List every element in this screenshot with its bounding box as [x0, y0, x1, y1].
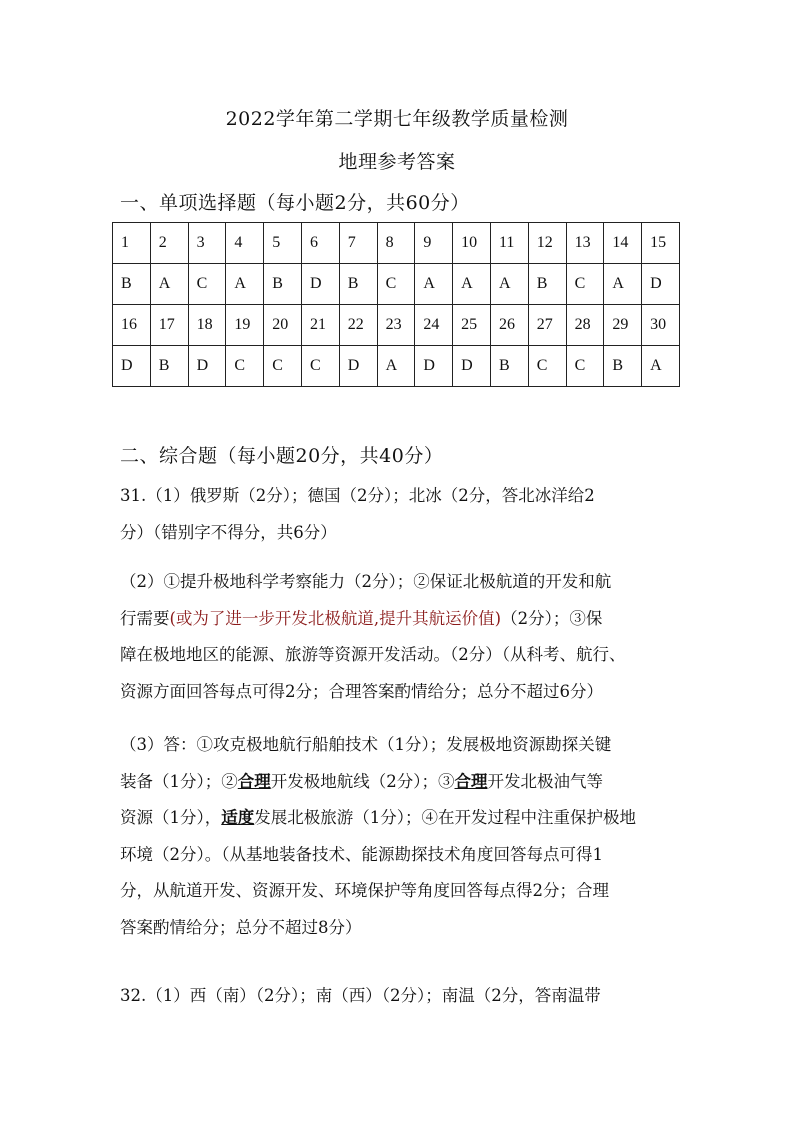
answer-cell: D — [453, 346, 491, 387]
question-number-cell: 19 — [226, 305, 264, 346]
answer-cell: C — [566, 264, 604, 305]
answer-cell: D — [301, 264, 339, 305]
question-number-cell: 13 — [566, 223, 604, 264]
question-number-cell: 25 — [453, 305, 491, 346]
question-number-cell: 15 — [642, 223, 680, 264]
answer-cell: A — [490, 264, 528, 305]
answer-cell: C — [528, 346, 566, 387]
q31-2-alternative-answer: (或为了进一步开发北极航道,提升其航运价值) — [169, 608, 502, 628]
section1-heading: 一、单项选择题（每小题2分，共60分） — [120, 192, 470, 214]
answer-cell: B — [150, 346, 188, 387]
question-number-cell: 18 — [188, 305, 226, 346]
question-number-cell: 21 — [301, 305, 339, 346]
answer-cell: B — [490, 346, 528, 387]
question-32-part-1 — [120, 978, 680, 1015]
q31-3-line3 — [120, 800, 680, 837]
question-number-cell: 6 — [301, 223, 339, 264]
question-number-row — [113, 305, 680, 346]
answer-cell: C — [301, 346, 339, 387]
question-number-cell: 24 — [415, 305, 453, 346]
answer-cell: A — [415, 264, 453, 305]
answer-cell: B — [113, 264, 151, 305]
question-31-part-3 — [120, 727, 680, 946]
question-number-cell: 26 — [490, 305, 528, 346]
q31-2-line3: 障在极地地区的能源、旅游等资源开发活动。（2分）（从科考、航行、 — [120, 645, 626, 664]
answer-cell: D — [642, 264, 680, 305]
question-number-cell: 11 — [490, 223, 528, 264]
document-title: 2022学年第二学期七年级教学质量检测 — [225, 108, 569, 130]
q31-3-line2-c: 开发北极油气等 — [487, 771, 603, 791]
q31-3-line2-b: 开发极地航线（2分）；③ — [270, 771, 455, 791]
answer-cell: C — [226, 346, 264, 387]
question-number-cell: 30 — [642, 305, 680, 346]
question-number-cell: 4 — [226, 223, 264, 264]
q31-3-keyword-moderate: 适度 — [221, 808, 255, 827]
answer-cell: D — [188, 346, 226, 387]
question-number-cell: 7 — [339, 223, 377, 264]
answer-cell: D — [113, 346, 151, 387]
answer-cell: A — [226, 264, 264, 305]
question-number-cell: 9 — [415, 223, 453, 264]
question-number-cell: 14 — [604, 223, 642, 264]
q31-2-line2-start: 行需要 — [120, 608, 170, 628]
question-number-cell: 28 — [566, 305, 604, 346]
question-number-cell: 17 — [150, 305, 188, 346]
answer-cell: D — [415, 346, 453, 387]
answer-row — [113, 264, 680, 305]
question-number-cell: 16 — [113, 305, 151, 346]
question-31-part-2 — [120, 564, 680, 710]
answer-table — [112, 222, 680, 387]
q31-3-line2 — [120, 764, 680, 801]
q31-3-line6: 答案酌情给分；总分不超过8分） — [120, 917, 362, 937]
answer-cell: C — [264, 346, 302, 387]
q31-3-keyword-reasonable-2: 合理 — [454, 771, 488, 791]
answer-cell: B — [528, 264, 566, 305]
answer-cell: B — [604, 346, 642, 387]
question-number-row — [113, 223, 680, 264]
q31-3-line3-b: 发展北极旅游（1分）；④在开发过程中注重保护极地 — [254, 808, 636, 827]
answer-cell: A — [377, 346, 415, 387]
answer-cell: B — [264, 264, 302, 305]
answer-cell: D — [339, 346, 377, 387]
q31-3-line2-a: 装备（1分）；② — [120, 771, 238, 791]
q31-3-keyword-reasonable-1: 合理 — [237, 771, 271, 791]
question-number-cell: 12 — [528, 223, 566, 264]
q31-3-line1: （3）答：①攻克极地航行船舶技术（1分）；发展极地资源勘探关键 — [120, 735, 612, 754]
question-number-cell: 20 — [264, 305, 302, 346]
answer-cell: C — [377, 264, 415, 305]
question-number-cell: 23 — [377, 305, 415, 346]
document-subtitle: 地理参考答案 — [338, 151, 456, 173]
question-number-cell: 2 — [150, 223, 188, 264]
q31-3-line3-a: 资源（1分）， — [120, 808, 222, 827]
question-31-part-1 — [120, 478, 680, 551]
question-number-cell: 1 — [113, 223, 151, 264]
q31-2-line1: （2）①提升极地科学考察能力（2分）；②保证北极航道的开发和航 — [120, 572, 612, 591]
answer-cell: B — [339, 264, 377, 305]
q31-2-line4: 资源方面回答每点可得2分；合理答案酌情给分；总分不超过6分） — [120, 681, 603, 701]
answer-cell: C — [188, 264, 226, 305]
question-number-cell: 22 — [339, 305, 377, 346]
q31-3-line4: 环境（2分）。（从基地装备技术、能源勘探技术角度回答每点可得1 — [120, 844, 603, 864]
section2-heading: 二、综合题（每小题20分，共40分） — [120, 445, 444, 467]
answer-cell: A — [453, 264, 491, 305]
question-number-cell: 27 — [528, 305, 566, 346]
q32-1-line1: 32.（1）西（南）（2分）；南（西）（2分）；南温（2分，答南温带 — [120, 986, 601, 1005]
q31-2-line2-end: （2分）；③保 — [501, 608, 603, 628]
q31-1-line1: 31.（1）俄罗斯（2分）；德国（2分）；北冰（2分，答北冰洋给2 — [120, 486, 595, 505]
answer-cell: A — [642, 346, 680, 387]
answer-cell: C — [566, 346, 604, 387]
question-number-cell: 10 — [453, 223, 491, 264]
question-number-cell: 5 — [264, 223, 302, 264]
answer-cell: A — [604, 264, 642, 305]
answer-row — [113, 346, 680, 387]
answer-cell: A — [150, 264, 188, 305]
q31-3-line5: 分，从航道开发、资源开发、环境保护等角度回答每点得2分；合理 — [120, 881, 609, 900]
q31-1-line2: 分）（错别字不得分，共6分） — [120, 522, 337, 542]
q31-2-line2 — [120, 601, 680, 638]
question-number-cell: 3 — [188, 223, 226, 264]
question-number-cell: 29 — [604, 305, 642, 346]
question-number-cell: 8 — [377, 223, 415, 264]
